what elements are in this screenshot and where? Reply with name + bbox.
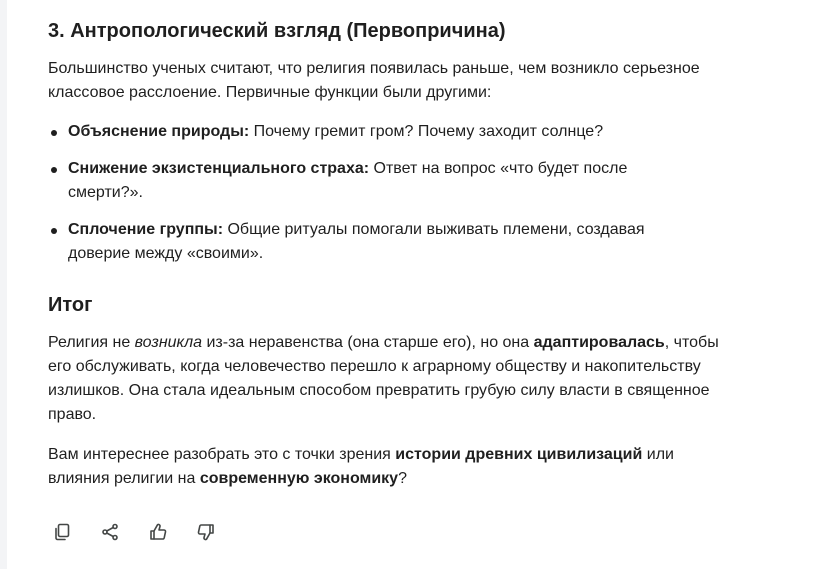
left-panel-edge: [0, 0, 7, 569]
summary-text-a: Религия не: [48, 334, 135, 351]
response-actions: [48, 518, 220, 546]
list-item-term: Объяснение природы:: [68, 123, 250, 140]
functions-list: [48, 120, 688, 279]
copy-icon: [52, 522, 72, 542]
question-bold-2: современную экономику: [199, 470, 399, 487]
question-bold-1: истории древних цивилизаций: [395, 446, 643, 463]
list-item: [48, 120, 688, 144]
follow-up-question: [48, 443, 728, 491]
summary-bold: адаптировалась: [533, 334, 665, 351]
intro-paragraph: Большинство ученых считают, что религия появилась раньше, чем возникло серьезное классовое расслоение. Первичные функции были другими:: [48, 60, 700, 101]
list-item-term: Сплочение группы:: [68, 221, 224, 238]
thumbs-down-icon: [196, 522, 216, 542]
thumbs-up-icon: [148, 522, 168, 542]
list-item-text: Ответ на вопрос «что будет после смерти?».: [68, 160, 628, 201]
list-item-term: Снижение экзистенциального страха:: [68, 160, 370, 177]
question-text-b: или влияния религии на: [48, 446, 674, 487]
question-text-a: Вам интереснее разобрать это с точки зрения: [48, 446, 396, 463]
copy-button[interactable]: [48, 518, 76, 546]
list-item-text: Почему гремит гром? Почему заходит солнце?: [249, 123, 604, 140]
like-button[interactable]: [144, 518, 172, 546]
section-heading: 3. Антропологический взгляд (Первопричина): [48, 20, 506, 42]
summary-text-b: из-за неравенства (она старше его), но она: [202, 334, 534, 351]
list-item: [48, 157, 688, 205]
summary-paragraph: [48, 331, 728, 427]
share-icon: [100, 522, 120, 542]
list-item-text: Общие ритуалы помогали выживать племени, создавая доверие между «своими».: [68, 221, 645, 262]
question-text-c: ?: [398, 470, 407, 487]
summary-heading: Итог: [48, 294, 93, 316]
summary-text-c: , чтобы его обслуживать, когда человечество перешло к аграрному обществу и накопительству излишков. Она стала идеальным способом превратить грубую силу власти в священное право.: [48, 334, 719, 423]
dislike-button[interactable]: [192, 518, 220, 546]
list-item: [48, 218, 688, 266]
share-button[interactable]: [96, 518, 124, 546]
summary-italic: возникла: [134, 334, 203, 351]
